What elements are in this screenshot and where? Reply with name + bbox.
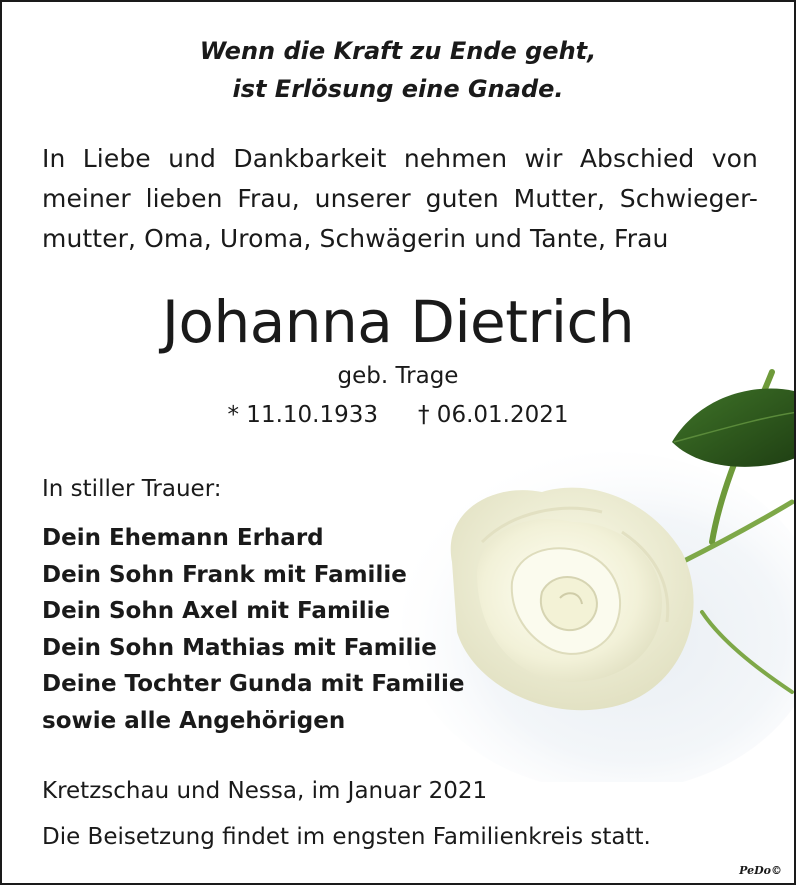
deceased-name: Johanna Dietrich [161,288,635,356]
mourners-list [42,520,465,739]
mourner-item: Dein Ehemann Erhard [42,525,324,551]
intro-line-1: In Liebe und Dankbarkeit nehmen wir Abschied von [42,144,758,173]
mourner-item: Dein Sohn Axel mit Familie [42,598,391,624]
motto-line-2: ist Erlösung eine Gnade. [232,75,564,103]
motto [2,32,794,108]
mourner-item: Deine Tochter Gunda mit Familie [42,671,465,697]
life-dates [2,398,794,432]
maiden-name: geb. Trage [337,363,459,389]
mourner-item: Dein Sohn Mathias mit Familie [42,634,437,661]
death-date: † 06.01.2021 [418,402,569,428]
birth-date: * 11.10.1933 [227,402,378,428]
mourner-item: sowie alle Angehörigen [42,707,346,734]
mourning-label: In stiller Trauer: [42,476,222,502]
motto-line-1: Wenn die Kraft zu Ende geht, [199,37,597,65]
intro-line-2: meiner lieben Frau, unserer guten Mutter, Schwieger- [42,184,758,213]
funeral-note: Die Beisetzung findet im engsten Familienkreis statt. [42,824,651,850]
place-and-date: Kretzschau und Nessa, im Januar 2021 [42,778,488,804]
mourner-item: Dein Sohn Frank mit Familie [42,561,407,588]
intro-text [42,139,758,259]
designer-signature: PeDo© [739,864,782,877]
intro-line-3: mutter, Oma, Uroma, Schwägerin und Tante, Frau [42,224,669,253]
